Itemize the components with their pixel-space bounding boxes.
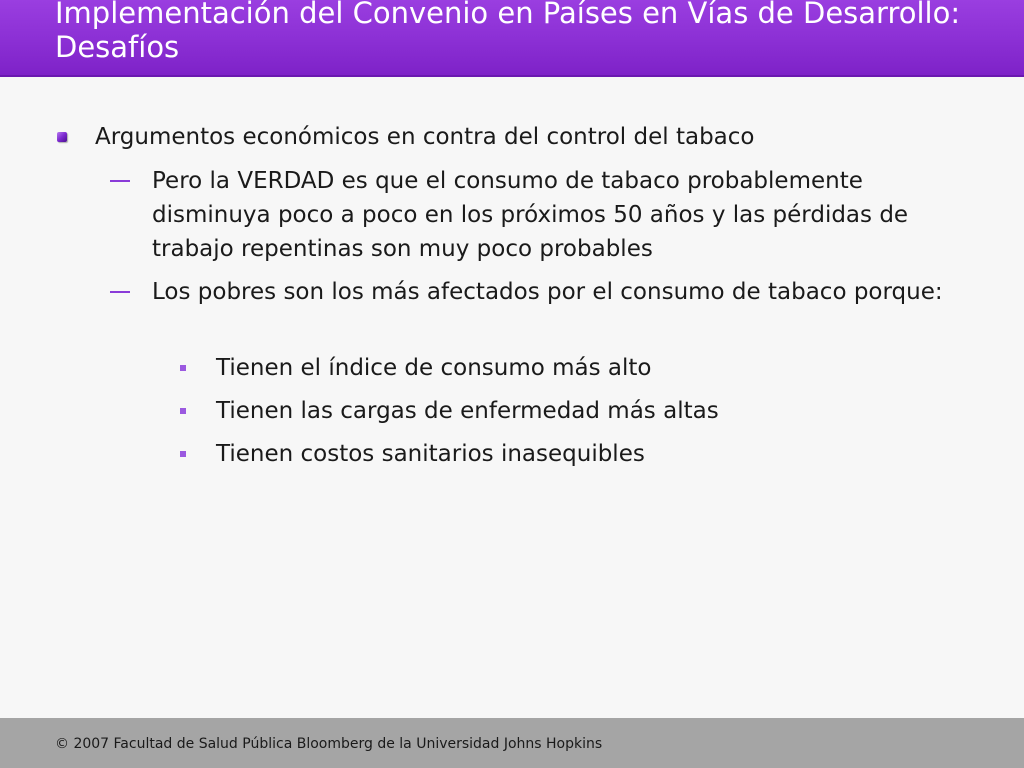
slide-header: [0, 0, 1024, 77]
slide-title: Implementación del Convenio en Países en Vías de Desarrollo: Desafíos: [55, 0, 961, 64]
slide-footer: [0, 718, 1024, 768]
dash-bullet-icon: [110, 291, 130, 293]
sub-sub-bullet-item: Tienen las cargas de enfermedad más altas: [216, 398, 719, 424]
small-square-bullet-icon: [180, 408, 186, 414]
dash-bullet-icon: [110, 180, 130, 182]
slide-body: [0, 77, 1024, 718]
bullet-square-icon: [57, 132, 67, 142]
sub-bullet-item: Pero la VERDAD es que el consumo de tabaco probablemente disminuya poco a poco en los próximos 50 años y las pérdidas de trabajo repentinas son muy poco probables: [152, 168, 909, 262]
sub-sub-bullet-item: Tienen costos sanitarios inasequibles: [216, 441, 645, 467]
sub-sub-bullet-item: Tienen el índice de consumo más alto: [216, 355, 652, 381]
copyright-text: © 2007 Facultad de Salud Pública Bloomberg de la Universidad Johns Hopkins: [55, 736, 603, 752]
sub-bullet-item: Los pobres son los más afectados por el consumo de tabaco porque:: [152, 279, 943, 305]
small-square-bullet-icon: [180, 365, 186, 371]
small-square-bullet-icon: [180, 451, 186, 457]
bullet-item: Argumentos económicos en contra del control del tabaco: [95, 124, 755, 150]
